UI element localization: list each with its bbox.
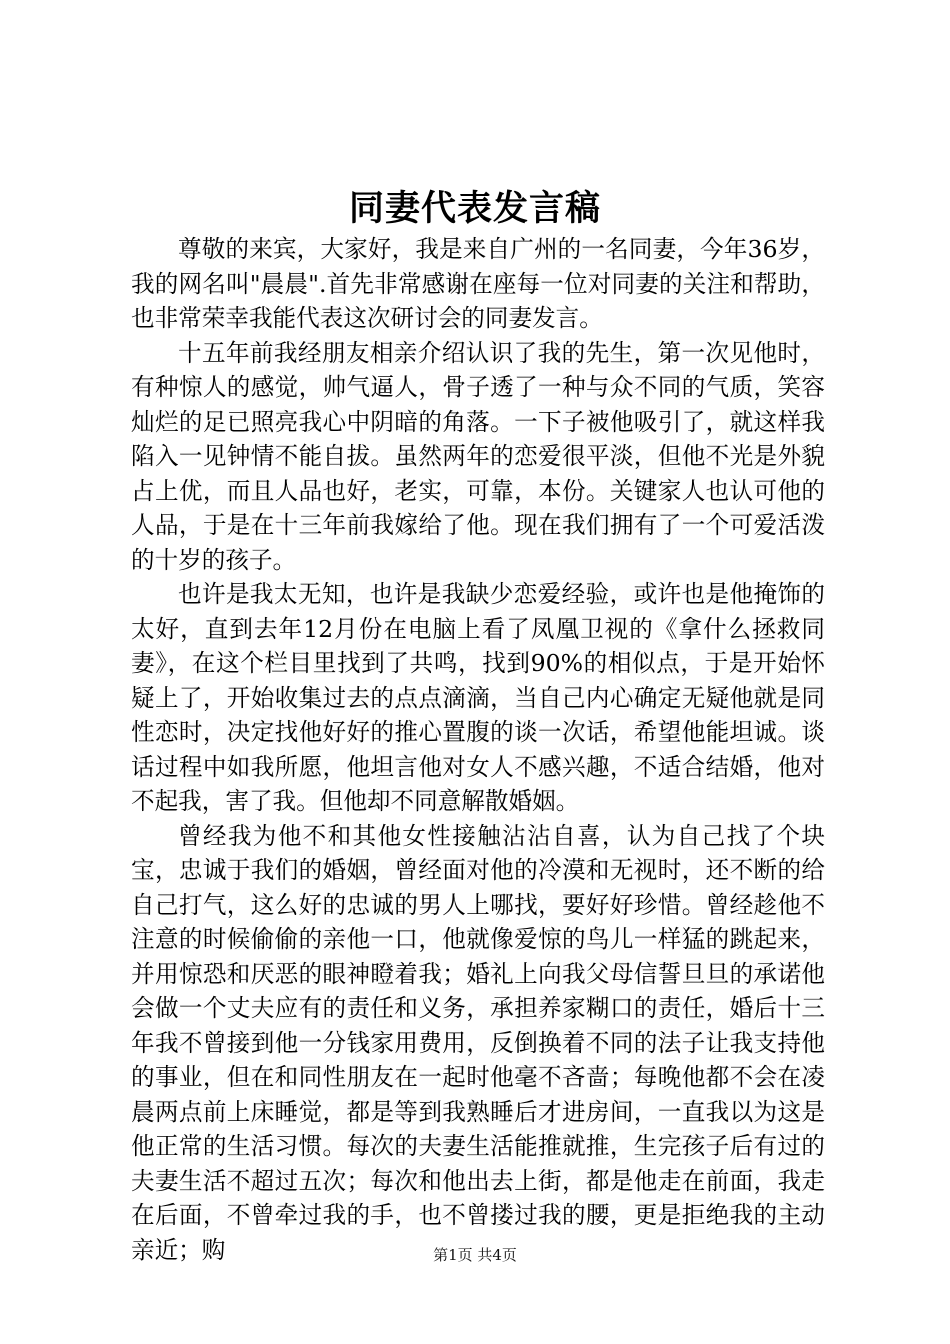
document-body <box>131 232 825 1267</box>
paragraph-3: 也许是我太无知，也许是我缺少恋爱经验，或许也是他掩饰的太好，直到去年12月份在电脑上看了凤凰卫视的《拿什么拯救同妻》，在这个栏目里找到了共鸣，找到90%的相似点，于是开始怀疑上了，开始收集过去的点点滴滴，当自己内心确定无疑他就是同性恋时，决定找他好好的推心置腹的谈一次话，希望他能坦诚。谈话过程中如我所愿，他坦言他对女人不感兴趣，不适合结婚，他对不起我，害了我。但他却不同意解散婚姻。 <box>131 580 825 815</box>
paragraph-2: 十五年前我经朋友相亲介绍认识了我的先生，第一次见他时，有种惊人的感觉，帅气逼人，骨子透了一种与众不同的气质，笑容灿烂的足已照亮我心中阴暗的角落。一下子被他吸引了，就这样我陷入一见钟情不能自拔。虽然两年的恋爱很平淡，但他不光是外貌占上优，而且人品也好，老实，可靠，本份。关键家人也认可他的人品，于是在十三年前我嫁给了他。现在我们拥有了一个可爱活泼的十岁的孩子。 <box>131 338 825 574</box>
paragraph-4: 曾经我为他不和其他女性接触沾沾自喜，认为自己找了个块宝，忠诚于我们的婚姻，曾经面对他的冷漠和无视时，还不断的给自己打气，这么好的忠诚的男人上哪找，要好好珍惜。曾经趁他不注意的时候偷偷的亲他一口，他就像爱惊的鸟儿一样猛的跳起来，并用惊恐和厌恶的眼神瞪着我；婚礼上向我父母信誓旦旦的承诺他会做一个丈夫应有的责任和义务，承担养家糊口的责任，婚后十三年我不曾接到他一分钱家用费用，反倒换着不同的法子让我支持他的事业，但在和同性朋友在一起时他毫不吝啬；每晚他都不会在凌晨两点前上床睡觉，都是等到我熟睡后才进房间，一直我以为这是他正常的生活习惯。每次的夫妻生活能推就推，生完孩子后有过的夫妻生活不超过五次；每次和他出去上街，都是他走在前面，我走在后面，不曾牵过我的手，也不曾搂过我的腰，更是拒绝我的主动亲近；购 <box>131 821 825 1264</box>
document-title: 同妻代表发言稿 <box>348 188 601 229</box>
paragraph-1: 尊敬的来宾，大家好，我是来自广州的一名同妻，今年36岁，我的网名叫"晨晨".首先非常感谢在座每一位对同妻的关注和帮助，也非常荣幸我能代表这次研讨会的同妻发言。 <box>131 235 825 332</box>
page-footer: 第1页 共4页 <box>433 1246 517 1264</box>
